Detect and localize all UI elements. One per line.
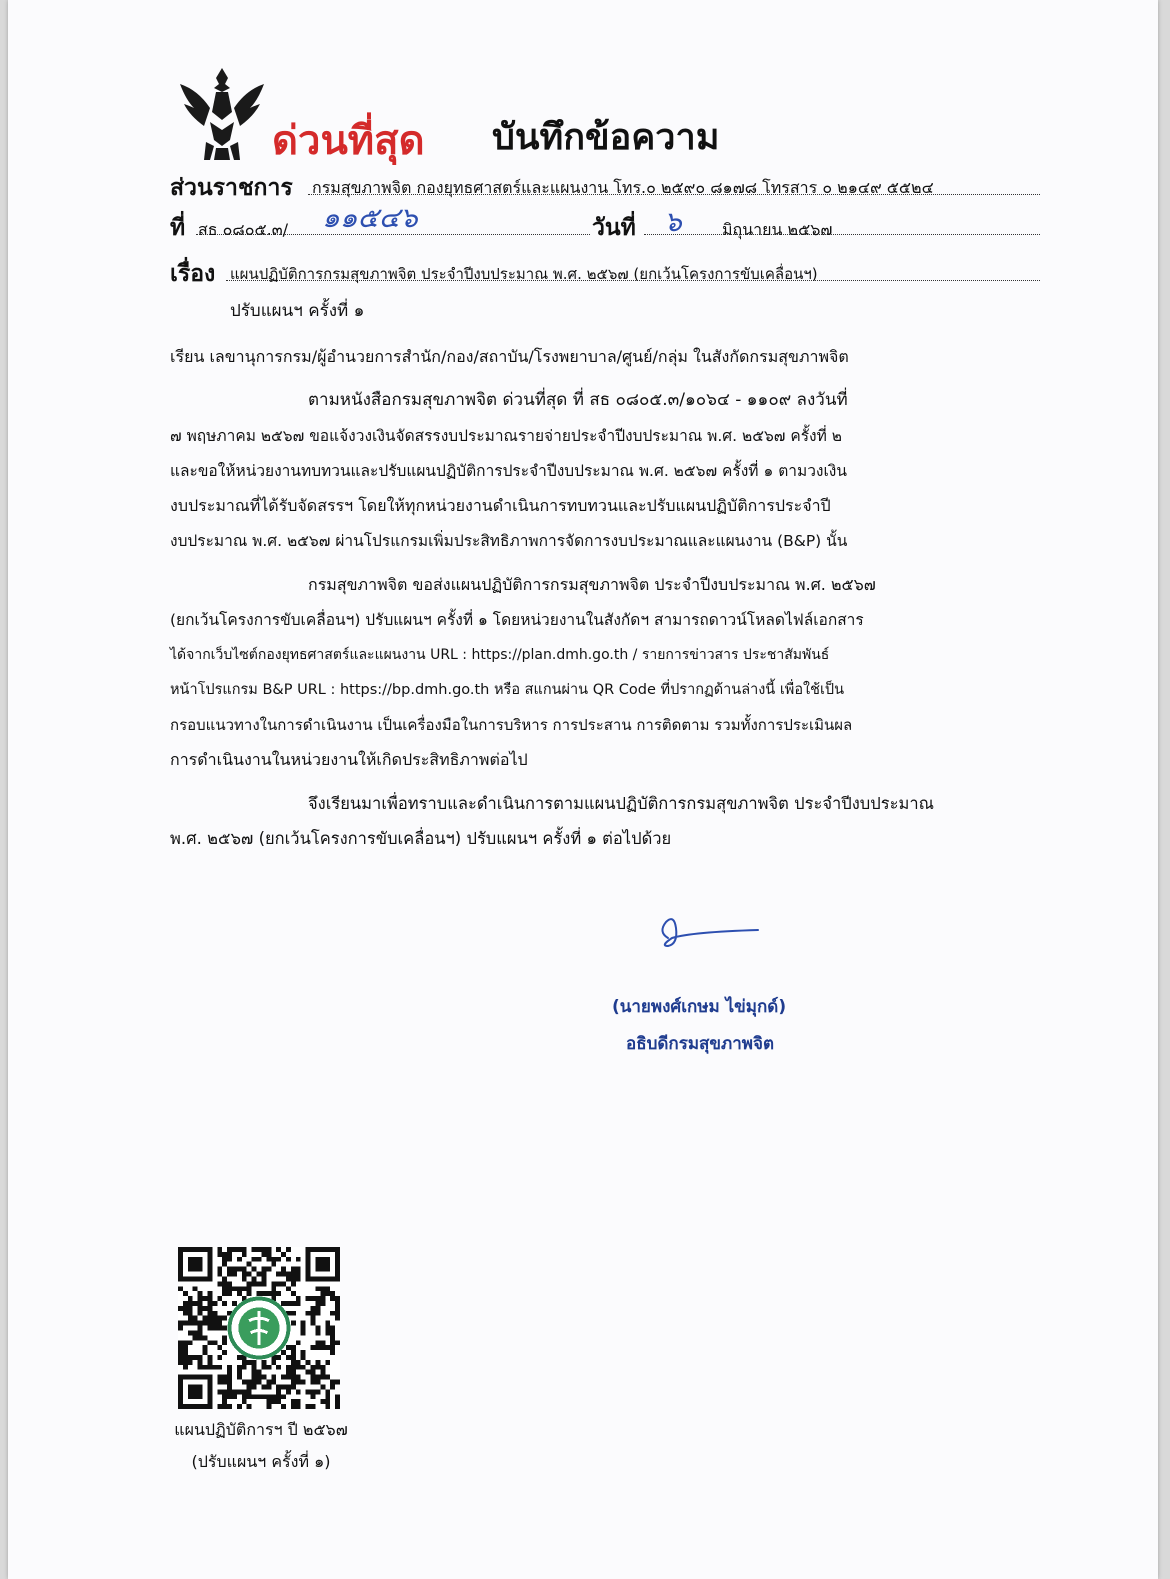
salutation: เรียน เลขานุการกรม/ผู้อำนวยการสำนัก/กอง/สถาบัน/โรงพยาบาล/ศูนย์/กลุ่ม ในสังกัดกรมสุขภาพจิต <box>170 347 849 366</box>
paragraph-line: ตามหนังสือกรมสุขภาพจิต ด่วนที่สุด ที่ สธ ๐๘๐๕.๓/๑๐๖๔ - ๑๑๐๙ ลงวันที่ <box>308 390 848 410</box>
ref-label: ที่ <box>170 215 186 241</box>
subject-line-2: ปรับแผนฯ ครั้งที่ ๑ <box>230 301 365 321</box>
paragraph-line: กรอบแนวทางในการดำเนินงาน เป็นเครื่องมือในการบริหาร การประสาน การติดตาม รวมทั้งการประเมินผล <box>170 716 853 734</box>
subject-label: เรื่อง <box>170 261 216 287</box>
urgency-stamp: ด่วนที่สุด <box>272 118 425 164</box>
signatory-name: (นายพงศ์เกษม ไข่มุกด์) <box>612 997 787 1017</box>
date-handwritten-day: ๖ <box>664 205 682 238</box>
paragraph-line: การดำเนินงานในหน่วยงานให้เกิดประสิทธิภาพต่อไป <box>170 750 528 769</box>
subject-line-1: แผนปฏิบัติการกรมสุขภาพจิต ประจำปีงบประมาณ พ.ศ. ๒๕๖๗ (ยกเว้นโครงการขับเคลื่อนฯ) <box>230 265 818 283</box>
paragraph-line: จึงเรียนมาเพื่อทราบและดำเนินการตามแผนปฏิบัติการกรมสุขภาพจิต ประจำปีงบประมาณ <box>308 794 934 813</box>
date-value: มิถุนายน ๒๕๖๗ <box>722 220 833 239</box>
paragraph-line: งบประมาณ พ.ศ. ๒๕๖๗ ผ่านโปรแกรมเพิ่มประสิทธิภาพการจัดการงบประมาณและแผนงาน (B&P) นั้น <box>170 532 848 550</box>
qr-code-icon <box>178 1247 340 1409</box>
signatory-title: อธิบดีกรมสุขภาพจิต <box>626 1034 775 1054</box>
qr-caption-line-1: แผนปฏิบัติการฯ ปี ๒๕๖๗ <box>174 1420 348 1439</box>
agency-value: กรมสุขภาพจิต กองยุทธศาสตร์และแผนงาน โทร.๐ ๒๕๙๐ ๘๑๗๘ โทรสาร ๐ ๒๑๔๙ ๕๕๒๔ <box>312 178 934 197</box>
handwritten-signature-icon <box>650 906 760 956</box>
ref-value: สธ ๐๘๐๕.๓/ <box>198 220 289 239</box>
garuda-emblem-icon <box>176 64 268 164</box>
paragraph-line: งบประมาณที่ได้รับจัดสรรฯ โดยให้ทุกหน่วยงานดำเนินการทบทวนและปรับแผนปฏิบัติการประจำปี <box>170 496 831 515</box>
paragraph-line: หน้าโปรแกรม B&P URL : https://bp.dmh.go.th หรือ สแกนผ่าน QR Code ที่ปรากฏด้านล่างนี้ เพื่อใช้เป็น <box>170 682 845 698</box>
qr-caption-line-2: (ปรับแผนฯ ครั้งที่ ๑) <box>191 1452 331 1471</box>
ref-handwritten-number: ๑๑๕๔๖ <box>322 201 418 234</box>
paragraph-line: และขอให้หน่วยงานทบทวนและปรับแผนปฏิบัติการประจำปีงบประมาณ พ.ศ. ๒๕๖๗ ครั้งที่ ๑ ตามวงเงิน <box>170 462 847 480</box>
paragraph-line: ๗ พฤษภาคม ๒๕๖๗ ขอแจ้งวงเงินจัดสรรงบประมาณรายจ่ายประจำปีงบประมาณ พ.ศ. ๒๕๖๗ ครั้งที่ ๒ <box>170 427 842 445</box>
paragraph-line: พ.ศ. ๒๕๖๗ (ยกเว้นโครงการขับเคลื่อนฯ) ปรับแผนฯ ครั้งที่ ๑ ต่อไปด้วย <box>170 829 672 848</box>
paragraph-line: ได้จากเว็บไซต์กองยุทธศาสตร์และแผนงาน URL : https://plan.dmh.go.th / รายการข่าวสาร ประชาสัมพันธ์ <box>170 647 830 663</box>
memo-title: บันทึกข้อความ <box>492 117 720 158</box>
date-dotted-line <box>644 234 1040 235</box>
paragraph-line: กรมสุขภาพจิต ขอส่งแผนปฏิบัติการกรมสุขภาพจิต ประจำปีงบประมาณ พ.ศ. ๒๕๖๗ <box>308 575 876 594</box>
paragraph-line: (ยกเว้นโครงการขับเคลื่อนฯ) ปรับแผนฯ ครั้งที่ ๑ โดยหน่วยงานในสังกัดฯ สามารถดาวน์โหลดไฟล์เอกสาร <box>170 611 864 629</box>
date-label: วันที่ <box>592 215 636 241</box>
agency-label: ส่วนราชการ <box>170 175 293 201</box>
